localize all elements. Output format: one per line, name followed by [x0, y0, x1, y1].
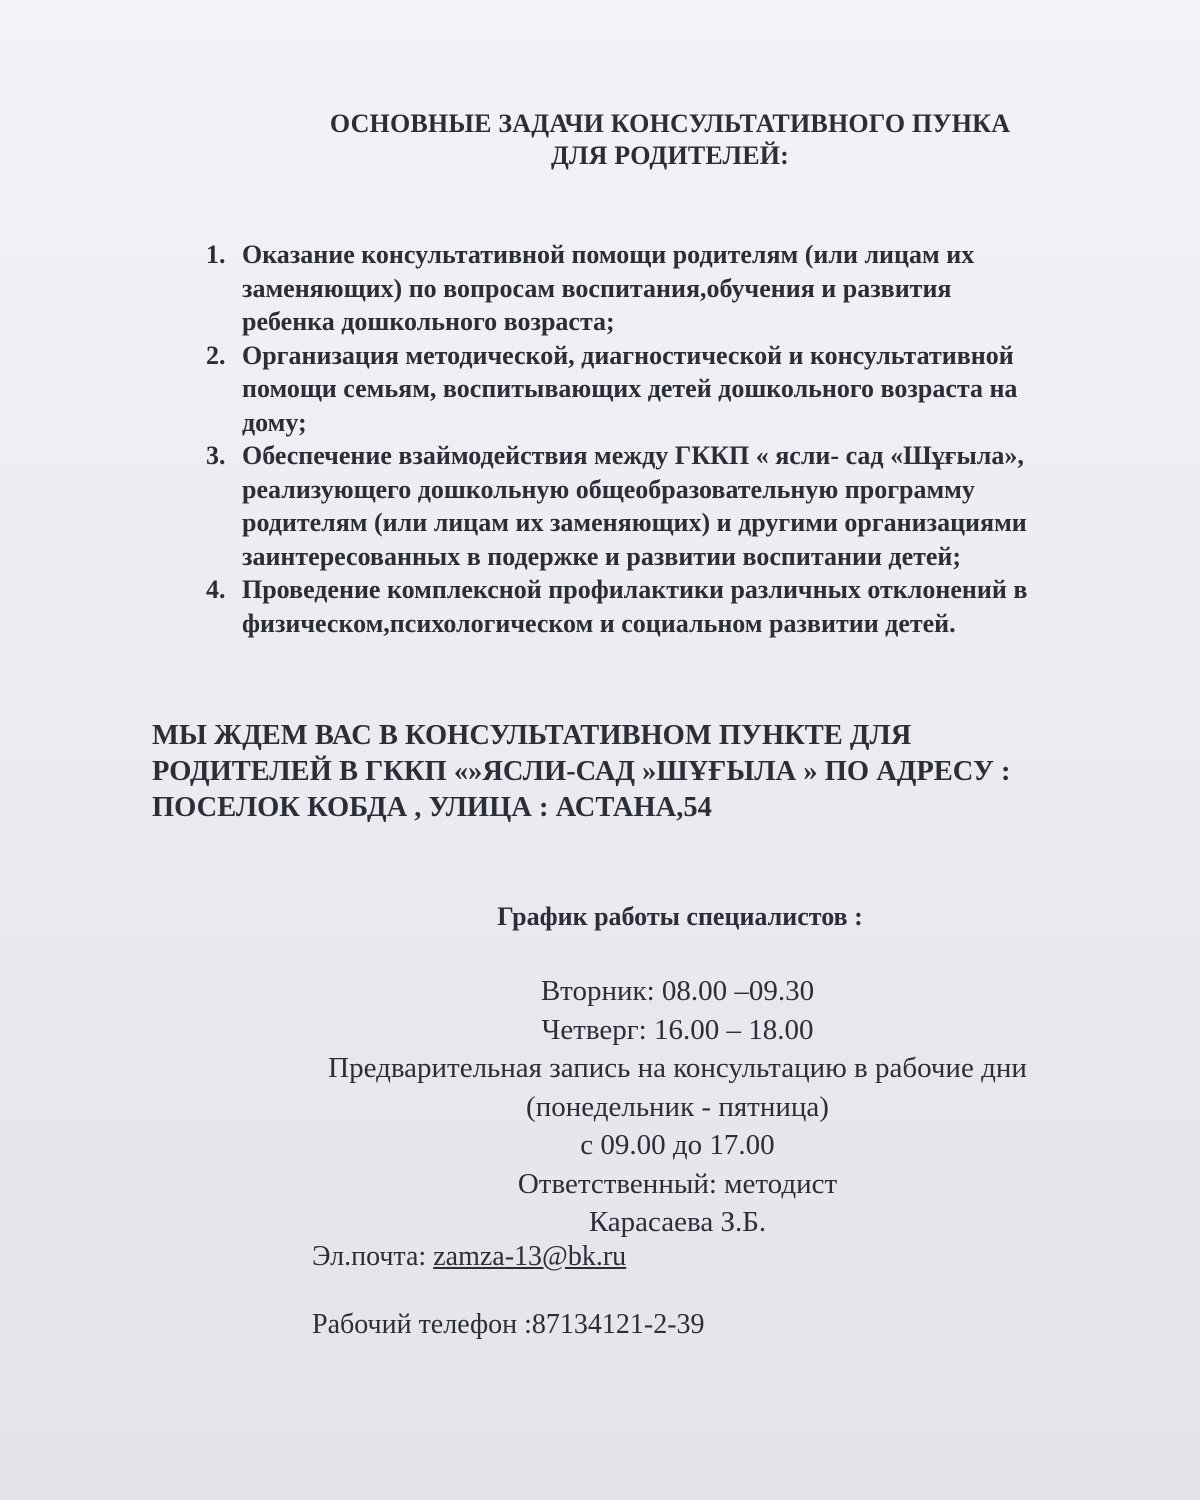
task-number: 2.	[206, 340, 226, 370]
phone-label: Рабочий телефон :	[312, 1309, 532, 1340]
task-number: 3.	[206, 441, 226, 470]
task-text-line: Организация методической, диагностической и консультативной	[242, 340, 1014, 370]
responsible-name: Карасаева З.Б.	[588, 1206, 767, 1238]
invitation-line: ПОСЕЛОК КОБДА , УЛИЦА : АСТАНА,54	[152, 792, 712, 823]
responsible-label: Ответственный: методист	[517, 1167, 838, 1200]
task-item	[196, 439, 1186, 573]
tasks-list	[196, 238, 1186, 640]
task-text-line: помощи семьям, воспитывающих детей дошкольного возраста на	[242, 374, 1018, 403]
task-number: 4.	[206, 575, 226, 604]
schedule-thursday: Четверг: 16.00 – 18.00	[541, 1013, 814, 1046]
task-text-line: реализующего дошкольную общеобразовательную программу	[242, 474, 975, 504]
phone-row	[312, 1308, 705, 1342]
title-line: ОСНОВНЫЕ ЗАДАЧИ КОНСУЛЬТАТИВНОГО ПУНКА	[329, 109, 1011, 138]
task-text-line: Проведение комплексной профилактики различных отклонений в	[242, 575, 1028, 604]
task-text-line: ребенка дошкольного возраста;	[242, 307, 615, 336]
phone-number: 87134121-2-39	[531, 1309, 705, 1340]
task-item	[196, 339, 1186, 440]
booking-info: Предварительная запись на консультацию в рабочие дни	[328, 1052, 1027, 1084]
task-item	[196, 238, 1186, 339]
task-text-line: дому;	[242, 407, 307, 437]
booking-hours: с 09.00 до 17.00	[580, 1129, 775, 1161]
invitation-line: РОДИТЕЛЕЙ В ГККП «»ЯСЛИ-САД »ШҰҒЫЛА » ПО АДРЕСУ :	[152, 756, 1011, 787]
booking-days: (понедельник - пятница)	[526, 1090, 829, 1123]
invitation-block	[152, 718, 1182, 826]
email-label: Эл.почта:	[312, 1241, 427, 1272]
schedule-tuesday: Вторник: 08.00 –09.30	[540, 975, 815, 1007]
task-text-line: заинтересованных в подержке и развитии воспитании детей;	[242, 541, 962, 571]
email-row	[312, 1240, 626, 1274]
schedule-title: График работы специалистов :	[497, 902, 863, 931]
task-item	[196, 573, 1186, 640]
task-number: 1.	[206, 240, 226, 269]
schedule-block	[220, 972, 1135, 1242]
task-text-line: Оказание консультативной помощи родителям (или лицам их	[242, 240, 975, 269]
task-text-line: физическом,психологическом и социальном развитии детей.	[242, 608, 956, 638]
title-line: ДЛЯ РОДИТЕЛЕЙ:	[550, 141, 790, 170]
email-link[interactable]: zamza-13@bk.ru	[433, 1241, 627, 1272]
task-text-line: Обеспечение взаймодействия между ГККП « ясли- сад «Шұғыла»,	[242, 441, 1024, 470]
page-title	[250, 108, 1090, 172]
invitation-line: МЫ ЖДЕМ ВАС В КОНСУЛЬТАТИВНОМ ПУНКТЕ ДЛЯ	[152, 720, 912, 751]
task-text-line: родителям (или лицам их заменяющих) и другими организациями	[242, 508, 1027, 537]
task-text-line: заменяющих) по вопросам воспитания,обучения и развития	[242, 273, 952, 303]
